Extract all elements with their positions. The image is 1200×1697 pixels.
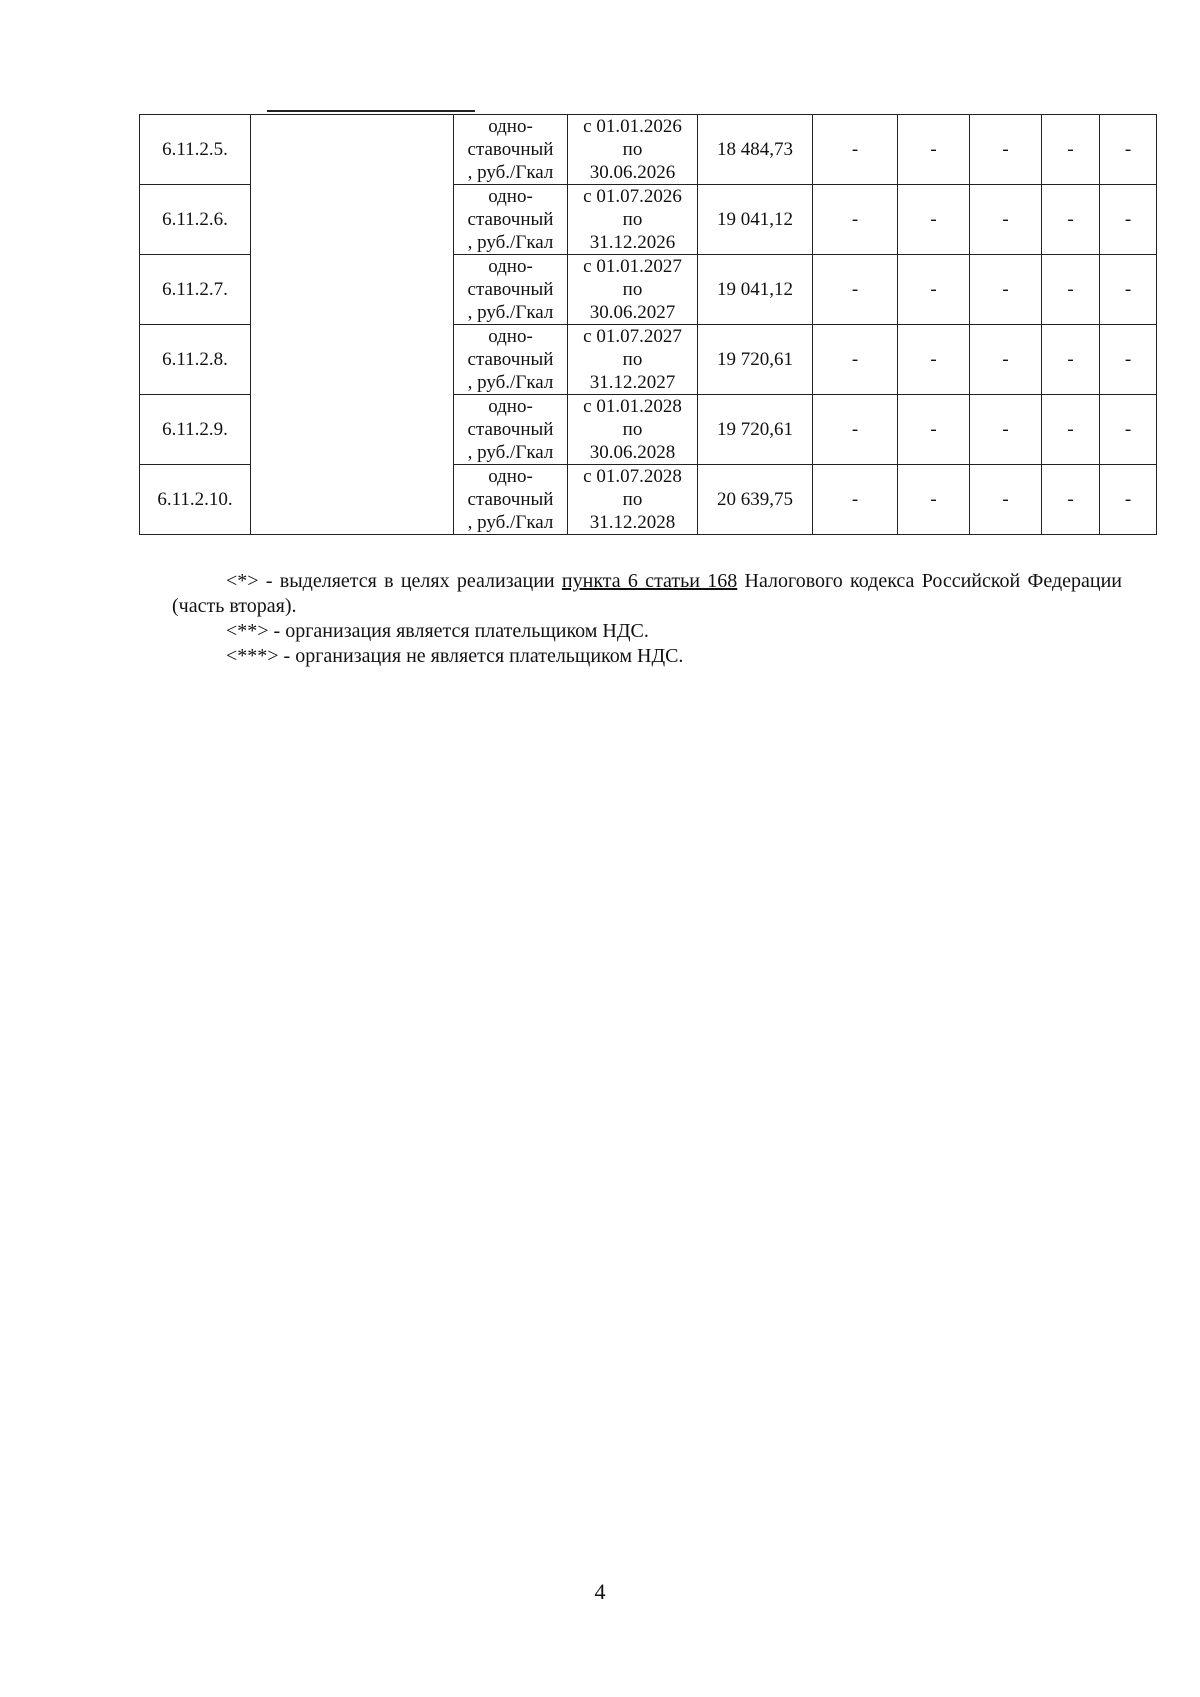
- footnotes: [172, 569, 1122, 669]
- tariff-kind-line: ставочный: [467, 419, 554, 440]
- period: [568, 325, 698, 395]
- tariff-kind-line: , руб./Гкал: [467, 162, 554, 183]
- tariff-kind-line: , руб./Гкал: [467, 442, 554, 463]
- tariff-kind: [454, 115, 568, 185]
- tariff-kind-line: , руб./Гкал: [467, 512, 554, 533]
- dash-cell: -: [813, 465, 898, 535]
- tariff-kind: [454, 465, 568, 535]
- tariff-value: 20 639,75: [698, 465, 813, 535]
- period-line: 30.06.2027: [589, 302, 676, 323]
- dash-cell: -: [1100, 185, 1157, 255]
- period-line: с 01.01.2027: [583, 256, 682, 277]
- footnote-2: <**> - организация является плательщиком НДС.: [226, 620, 649, 642]
- dash-cell: -: [1042, 255, 1100, 325]
- tariff-kind: [454, 395, 568, 465]
- footnote-1-text-a: - выделяется в целях реализации: [258, 570, 562, 592]
- tariff-kind-line: , руб./Гкал: [467, 372, 554, 393]
- footnote-1: [172, 569, 1122, 619]
- dash-cell: -: [813, 255, 898, 325]
- dash-cell: -: [898, 395, 970, 465]
- tariff-value: 19 720,61: [698, 395, 813, 465]
- period-line: по: [622, 139, 643, 160]
- footnote-1-text-b: Налогового кодекса Российской Федерации (часть вторая).: [172, 570, 1122, 617]
- period-line: с 01.01.2028: [583, 396, 682, 417]
- tariff-kind-line: одно-: [488, 186, 533, 207]
- tariff-kind-line: ставочный: [467, 139, 554, 160]
- row-number: 6.11.2.9.: [140, 395, 251, 465]
- period-line: с 01.07.2028: [583, 466, 682, 487]
- dash-cell: -: [1100, 255, 1157, 325]
- period-line: 31.12.2027: [589, 372, 676, 393]
- tariff-kind-line: одно-: [488, 396, 533, 417]
- merged-name-cell: [251, 115, 454, 535]
- period-line: по: [622, 419, 643, 440]
- tariff-kind-line: ставочный: [467, 209, 554, 230]
- top-rule: [267, 110, 475, 112]
- dash-cell: -: [1100, 325, 1157, 395]
- tariff-kind-line: одно-: [488, 466, 533, 487]
- period-line: с 01.07.2026: [583, 186, 682, 207]
- tariff-kind: [454, 185, 568, 255]
- dash-cell: -: [1042, 185, 1100, 255]
- period: [568, 255, 698, 325]
- footnote-1-mark: <*>: [226, 570, 259, 592]
- tariff-kind-line: , руб./Гкал: [467, 302, 554, 323]
- footnote-3: <***> - организация не является плательщиком НДС.: [226, 645, 684, 667]
- dash-cell: -: [898, 325, 970, 395]
- tariff-value: 19 041,12: [698, 255, 813, 325]
- dash-cell: -: [898, 255, 970, 325]
- page-number: 4: [594, 1579, 606, 1604]
- dash-cell: -: [1042, 465, 1100, 535]
- tariff-table: [139, 114, 1157, 535]
- dash-cell: -: [813, 185, 898, 255]
- tariff-kind-line: , руб./Гкал: [467, 232, 554, 253]
- dash-cell: -: [970, 395, 1042, 465]
- law-link[interactable]: пункта 6 статьи 168: [561, 570, 738, 592]
- period-line: с 01.07.2027: [583, 326, 682, 347]
- dash-cell: -: [813, 115, 898, 185]
- tariff-kind-line: ставочный: [467, 489, 554, 510]
- dash-cell: -: [1100, 395, 1157, 465]
- tariff-kind-line: одно-: [488, 116, 533, 137]
- period: [568, 395, 698, 465]
- tariff-kind-line: ставочный: [467, 279, 554, 300]
- dash-cell: -: [1100, 465, 1157, 535]
- dash-cell: -: [898, 465, 970, 535]
- tariff-kind-line: ставочный: [467, 349, 554, 370]
- period: [568, 185, 698, 255]
- tariff-kind-line: одно-: [488, 326, 533, 347]
- dash-cell: -: [970, 465, 1042, 535]
- row-number: 6.11.2.10.: [140, 465, 251, 535]
- period-line: 31.12.2028: [589, 512, 676, 533]
- table-body: [140, 115, 1157, 535]
- period-line: по: [622, 279, 643, 300]
- dash-cell: -: [898, 185, 970, 255]
- row-number: 6.11.2.5.: [140, 115, 251, 185]
- row-number: 6.11.2.8.: [140, 325, 251, 395]
- row-number: 6.11.2.7.: [140, 255, 251, 325]
- period-line: по: [622, 489, 643, 510]
- dash-cell: -: [813, 395, 898, 465]
- tariff-value: 18 484,73: [698, 115, 813, 185]
- tariff-kind-line: одно-: [488, 256, 533, 277]
- dash-cell: -: [1042, 325, 1100, 395]
- period-line: 30.06.2026: [589, 162, 676, 183]
- tariff-value: 19 041,12: [698, 185, 813, 255]
- tariff-kind: [454, 325, 568, 395]
- period-line: с 01.01.2026: [583, 116, 682, 137]
- tariff-value: 19 720,61: [698, 325, 813, 395]
- period-line: по: [622, 349, 643, 370]
- dash-cell: -: [970, 185, 1042, 255]
- table-row: [140, 115, 1157, 185]
- period-line: 30.06.2028: [589, 442, 676, 463]
- dash-cell: -: [970, 115, 1042, 185]
- period: [568, 465, 698, 535]
- period-line: по: [622, 209, 643, 230]
- dash-cell: -: [970, 325, 1042, 395]
- tariff-kind: [454, 255, 568, 325]
- dash-cell: -: [898, 115, 970, 185]
- dash-cell: -: [970, 255, 1042, 325]
- dash-cell: -: [1042, 395, 1100, 465]
- period: [568, 115, 698, 185]
- period-line: 31.12.2026: [589, 232, 676, 253]
- dash-cell: -: [1042, 115, 1100, 185]
- row-number: 6.11.2.6.: [140, 185, 251, 255]
- dash-cell: -: [813, 325, 898, 395]
- dash-cell: -: [1100, 115, 1157, 185]
